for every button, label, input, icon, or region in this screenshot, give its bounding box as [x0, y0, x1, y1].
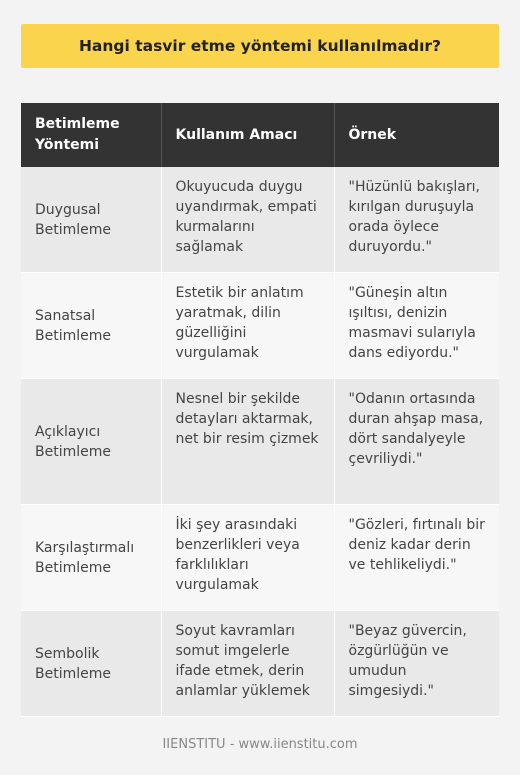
method-cell: Sanatsal Betimleme: [21, 273, 161, 379]
table-row: [21, 379, 499, 505]
methods-table: [21, 103, 499, 717]
header-method: Betimleme Yöntemi: [21, 103, 161, 167]
example-cell: "Güneşin altın ışıltısı, denizin masmavi sularıyla dans ediyordu.": [334, 273, 499, 379]
method-cell: Açıklayıcı Betimleme: [21, 379, 161, 505]
example-cell: "Gözleri, fırtınalı bir deniz kadar derin ve tehlikeliydi.": [334, 505, 499, 611]
footer-credit: IIENSTITU - www.iienstitu.com: [162, 737, 358, 752]
purpose-cell: Nesnel bir şekilde detayları aktarmak, net bir resim çizmek: [161, 379, 334, 505]
table-row: [21, 611, 499, 717]
question-text: Hangi tasvir etme yöntemi kullanılmadır?: [78, 37, 442, 55]
purpose-cell: Okuyucuda duygu uyandırmak, empati kurmalarını sağlamak: [161, 167, 334, 273]
table-header-row: [21, 103, 499, 167]
table-row: [21, 273, 499, 379]
example-cell: "Beyaz güvercin, özgürlüğün ve umudun simgesiydi.": [334, 611, 499, 717]
method-cell: Duygusal Betimleme: [21, 167, 161, 273]
header-purpose: Kullanım Amacı: [161, 103, 334, 167]
purpose-cell: Soyut kavramları somut imgelerle ifade etmek, derin anlamlar yüklemek: [161, 611, 334, 717]
header-example: Örnek: [334, 103, 499, 167]
table-row: [21, 167, 499, 273]
method-cell: Karşılaştırmalı Betimleme: [21, 505, 161, 611]
purpose-cell: Estetik bir anlatım yaratmak, dilin güzelliğini vurgulamak: [161, 273, 334, 379]
method-cell: Sembolik Betimleme: [21, 611, 161, 717]
example-cell: "Odanın ortasında duran ahşap masa, dört sandalyeyle çevriliydi.": [334, 379, 499, 505]
purpose-cell: İki şey arasındaki benzerlikleri veya farklılıkları vurgulamak: [161, 505, 334, 611]
example-cell: "Hüzünlü bakışları, kırılgan duruşuyla orada öylece duruyordu.": [334, 167, 499, 273]
table-row: [21, 505, 499, 611]
question-banner: [21, 24, 499, 68]
